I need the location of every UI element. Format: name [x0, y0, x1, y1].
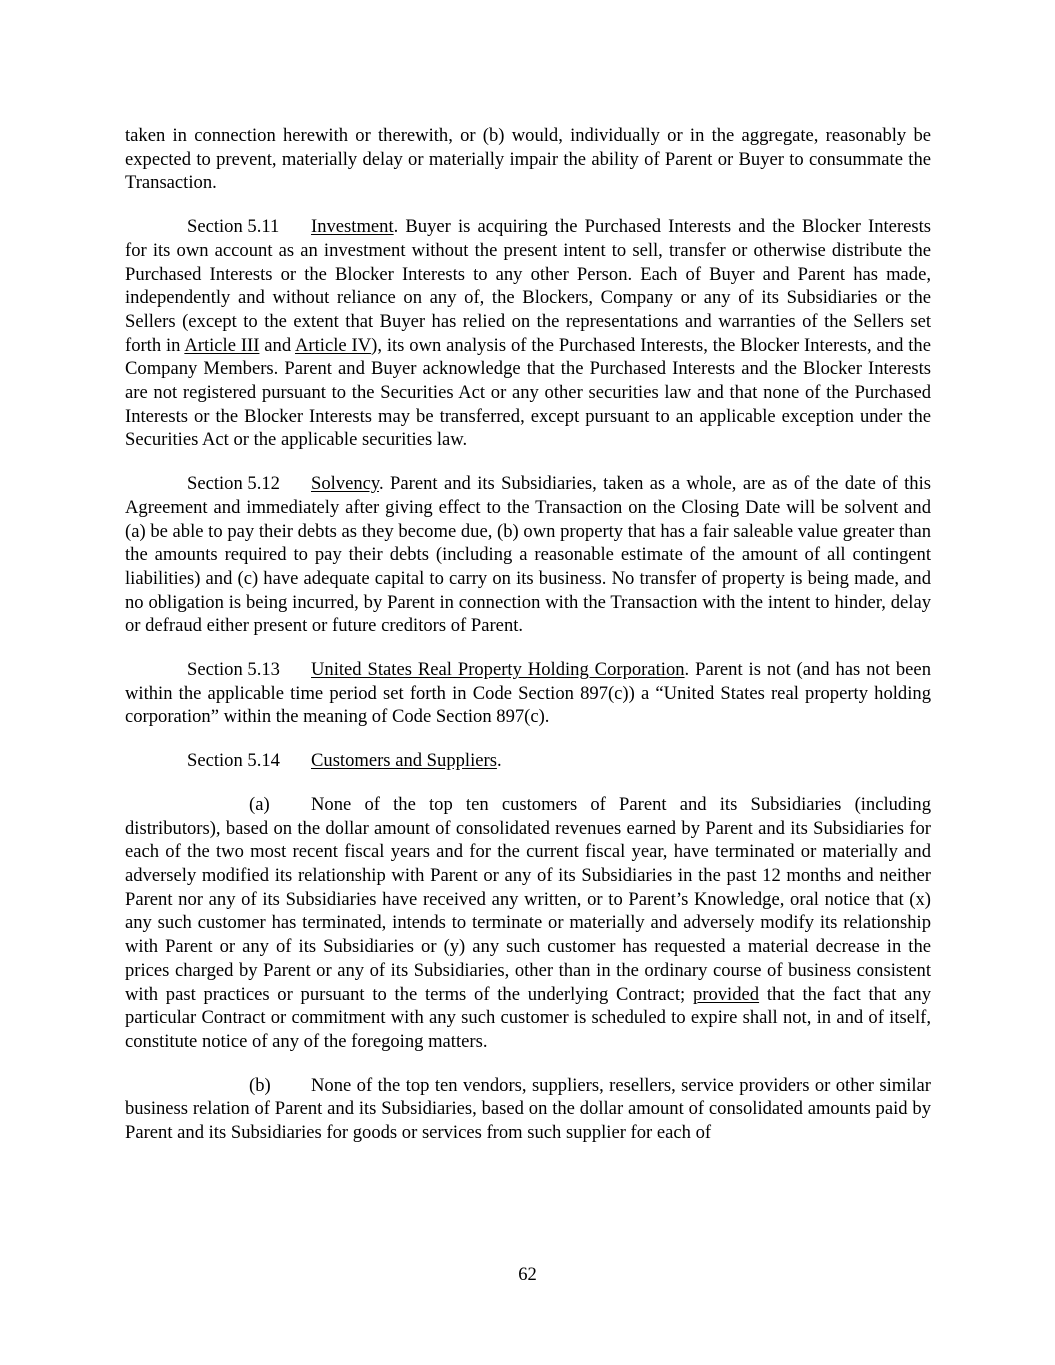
section-5-14: Section 5.14 Customers and Suppliers.	[187, 750, 502, 772]
cross-reference-article-iii: Article III	[184, 334, 260, 356]
section-number: Section 5.11	[187, 216, 280, 238]
section-number: Section 5.13	[187, 659, 280, 681]
section-5-12: Section 5.12 Solvency. Parent and its Subsidiaries, taken as a whole, are as of the date of this Agreement and immediately after giving effect to the Transaction on the Closing Date will be solvent and (a) be able to pay their debts as they become due, (b) own property that has a fair saleable value greater than the amounts required to pay their debts (including a reasonable estimate of the amount of all contingent liabilities) and (c) have adequate capital to carry on its business. No transfer of property is being made, and no obligation is being incurred, by Parent in connection with the Transaction with the intent to hinder, delay or defraud either present or future creditors of Parent.	[125, 473, 931, 637]
section-heading: Solvency	[311, 473, 379, 495]
subsection-a: (a) None of the top ten customers of Parent and its Subsidiaries (including distributors), based on the dollar amount of consolidated revenues earned by Parent and its Subsidiaries for each of the two most recent fiscal years and for the current fiscal year, have terminated or materially and adversely modified its relationship with Parent or any of its Subsidiaries in the past 12 months and neither Parent nor any of its Subsidiaries have received any written, or to Parent’s Knowledge, oral notice that (x) any such customer has terminated, intends to terminate or materially and adversely modify its relationship with Parent or any of its Subsidiaries or (y) any such customer has requested a material decrease in the prices charged by Parent or any of its Subsidiaries, other than in the ordinary course of business consistent with past practices or pursuant to the terms of the underlying Contract; provided that the fact that any particular Contract or commitment with any such customer is scheduled to expire shall not, in and of itself, constitute notice of any of the foregoing matters.	[125, 793, 931, 1052]
document-body	[125, 124, 931, 1165]
section-5-13: Section 5.13 United States Real Property Holding Corporation. Parent is not (and has not been within the applicable time period set forth in Code Section 897(c)) a “United States real property holding corporation” within the meaning of Code Section 897(c).	[125, 659, 931, 728]
section-heading: Investment	[311, 216, 394, 238]
section-5-11: Section 5.11 Investment. Buyer is acquiring the Purchased Interests and the Blocker Interests for its own account as an investment without the present intent to sell, transfer or otherwise distribute the Purchased Interests or the Blocker Interests to any other Person. Each of Buyer and Parent has made, independently and without reliance on any of, the Blockers, Company or any of its Subsidiaries or the Sellers (except to the extent that Buyer has relied on the representations and warranties of the Sellers set forth in Article III and Article IV), its own analysis of the Purchased Interests, the Blocker Interests, and the Company Members. Parent and Buyer acknowledge that the Purchased Interests and the Blocker Interests are not registered pursuant to the Securities Act or any other securities law and that none of the Purchased Interests or the Blocker Interests may be transferred, except pursuant to an applicable exception under the Securities Act or the applicable securities law.	[125, 216, 931, 451]
section-heading: United States Real Property Holding Corporation	[311, 659, 685, 681]
page-number: 62	[518, 1264, 537, 1285]
cross-reference-article-iv: Article IV	[295, 334, 372, 356]
paragraph-continued: taken in connection herewith or therewith, or (b) would, individually or in the aggregate, reasonably be expected to prevent, materially delay or materially impair the ability of Parent or Buyer to consummate the Transaction.	[125, 125, 931, 194]
subsection-label: (b)	[249, 1074, 271, 1096]
subsection-label: (a)	[249, 793, 270, 815]
provided-term: provided	[692, 983, 760, 1005]
subsection-b: (b) None of the top ten vendors, suppliers, resellers, service providers or other similar business relation of Parent and its Subsidiaries, based on the dollar amount of consolidated amounts paid by Parent and its Subsidiaries for goods or services from such supplier for each of	[125, 1074, 931, 1144]
section-heading: Customers and Suppliers	[311, 750, 497, 772]
section-number: Section 5.14	[187, 750, 280, 772]
section-number: Section 5.12	[187, 473, 280, 495]
